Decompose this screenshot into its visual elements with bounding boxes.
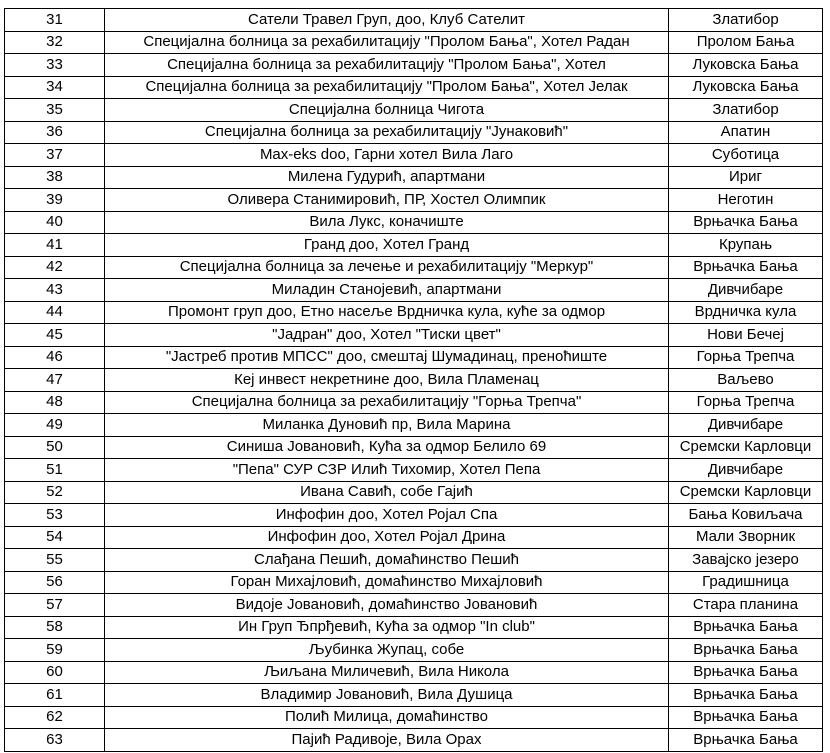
row-number-cell: 40 [5,211,105,234]
facility-name-cell: "Пепа" СУР СЗР Илић Тихомир, Хотел Пепа [105,459,669,482]
facility-name-cell: Гранд доо, Хотел Гранд [105,234,669,257]
row-number-cell: 57 [5,594,105,617]
table-row [5,211,823,234]
location-cell: Сремски Карловци [669,436,823,459]
table-row [5,256,823,279]
row-number-cell: 39 [5,189,105,212]
location-cell: Горња Трепча [669,346,823,369]
row-number-cell: 52 [5,481,105,504]
row-number-cell: 38 [5,166,105,189]
row-number-cell: 48 [5,391,105,414]
location-cell: Нови Бечеј [669,324,823,347]
location-cell: Крупањ [669,234,823,257]
facility-name-cell: Инфофин доо, Хотел Ројал Дрина [105,526,669,549]
table-row [5,391,823,414]
location-cell: Врњачка Бања [669,256,823,279]
table-row [5,729,823,752]
table-row [5,189,823,212]
row-number-cell: 50 [5,436,105,459]
facility-name-cell: Специјална болница за рехабилитацију "Јунаковић" [105,121,669,144]
location-cell: Градишница [669,571,823,594]
row-number-cell: 54 [5,526,105,549]
facility-name-cell: Инфофин доо, Хотел Ројал Спа [105,504,669,527]
location-cell: Врњачка Бања [669,639,823,662]
facility-name-cell: Специјална болница за рехабилитацију "Пролом Бања", Хотел Радан [105,31,669,54]
row-number-cell: 45 [5,324,105,347]
location-cell: Луковска Бања [669,54,823,77]
location-cell: Суботица [669,144,823,167]
table-row [5,504,823,527]
location-cell: Горња Трепча [669,391,823,414]
table-row [5,459,823,482]
facility-name-cell: "Јастреб против МПСС" доо, смештај Шумадинац, преноћиште [105,346,669,369]
row-number-cell: 41 [5,234,105,257]
table-row [5,301,823,324]
location-cell: Врњачка Бања [669,616,823,639]
table-row [5,76,823,99]
facility-name-cell: Миладин Станојевић, апартмани [105,279,669,302]
table-row [5,31,823,54]
facility-name-cell: Промонт груп доо, Етно насеље Врдничка кула, куће за одмор [105,301,669,324]
table-row [5,166,823,189]
location-cell: Ваљево [669,369,823,392]
facility-name-cell: Милена Гудурић, апартмани [105,166,669,189]
location-cell: Дивчибаре [669,279,823,302]
location-cell: Златибор [669,99,823,122]
facility-name-cell: Ивана Савић, собе Гајић [105,481,669,504]
row-number-cell: 63 [5,729,105,752]
row-number-cell: 60 [5,661,105,684]
location-cell: Ириг [669,166,823,189]
facility-name-cell: Вила Лукс, коначиште [105,211,669,234]
table-row [5,684,823,707]
location-cell: Дивчибаре [669,414,823,437]
row-number-cell: 44 [5,301,105,324]
table-row [5,324,823,347]
row-number-cell: 58 [5,616,105,639]
table-row [5,9,823,32]
table-row [5,661,823,684]
row-number-cell: 33 [5,54,105,77]
accommodation-table [4,8,823,752]
row-number-cell: 31 [5,9,105,32]
table-body [5,9,823,752]
facility-name-cell: Слађана Пешић, домаћинство Пешић [105,549,669,572]
row-number-cell: 35 [5,99,105,122]
facility-name-cell: Специјална болница Чигота [105,99,669,122]
location-cell: Врдничка кула [669,301,823,324]
facility-name-cell: Специјална болница за лечење и рехабилитацију "Меркур" [105,256,669,279]
location-cell: Мали Зворник [669,526,823,549]
table-row [5,234,823,257]
facility-name-cell: Специјална болница за рехабилитацију "Пролом Бања", Хотел Јелак [105,76,669,99]
row-number-cell: 56 [5,571,105,594]
location-cell: Бања Ковиљача [669,504,823,527]
table-row [5,346,823,369]
row-number-cell: 55 [5,549,105,572]
table-row [5,594,823,617]
facility-name-cell: Владимир Јовановић, Вила Душица [105,684,669,707]
facility-name-cell: Max-eks doo, Гарни хотел Вила Лаго [105,144,669,167]
row-number-cell: 34 [5,76,105,99]
table-row [5,571,823,594]
facility-name-cell: Специјална болница за рехабилитацију "Пролом Бања", Хотел [105,54,669,77]
location-cell: Неготин [669,189,823,212]
table-row [5,436,823,459]
table-row [5,414,823,437]
table-row [5,369,823,392]
row-number-cell: 51 [5,459,105,482]
location-cell: Сремски Карловци [669,481,823,504]
row-number-cell: 42 [5,256,105,279]
row-number-cell: 32 [5,31,105,54]
row-number-cell: 62 [5,706,105,729]
row-number-cell: 46 [5,346,105,369]
table-row [5,121,823,144]
location-cell: Златибор [669,9,823,32]
table-row [5,616,823,639]
facility-name-cell: Пајић Радивоје, Вила Орах [105,729,669,752]
facility-name-cell: Сатели Травел Груп, доо, Клуб Сателит [105,9,669,32]
location-cell: Апатин [669,121,823,144]
row-number-cell: 49 [5,414,105,437]
row-number-cell: 43 [5,279,105,302]
facility-name-cell: "Јадран" доо, Хотел "Тиски цвет" [105,324,669,347]
facility-name-cell: Љубинка Жупац, собе [105,639,669,662]
row-number-cell: 61 [5,684,105,707]
location-cell: Врњачка Бања [669,729,823,752]
table-row [5,279,823,302]
facility-name-cell: Видоје Јовановић, домаћинство Јовановић [105,594,669,617]
facility-name-cell: Специјална болница за рехабилитацију "Горња Трепча" [105,391,669,414]
table-row [5,706,823,729]
row-number-cell: 36 [5,121,105,144]
table-row [5,54,823,77]
row-number-cell: 59 [5,639,105,662]
table-row [5,144,823,167]
row-number-cell: 47 [5,369,105,392]
facility-name-cell: Полић Милица, домаћинство [105,706,669,729]
table-row [5,481,823,504]
facility-name-cell: Миланка Дуновић пр, Вила Марина [105,414,669,437]
table-row [5,526,823,549]
table-row [5,639,823,662]
location-cell: Дивчибаре [669,459,823,482]
facility-name-cell: Оливера Станимировић, ПР, Хостел Олимпик [105,189,669,212]
location-cell: Врњачка Бања [669,706,823,729]
facility-name-cell: Кеј инвест некретнине доо, Вила Пламенац [105,369,669,392]
facility-name-cell: Синиша Јовановић, Кућа за одмор Белило 69 [105,436,669,459]
location-cell: Врњачка Бања [669,684,823,707]
location-cell: Стара планина [669,594,823,617]
row-number-cell: 53 [5,504,105,527]
location-cell: Врњачка Бања [669,211,823,234]
facility-name-cell: Горан Михајловић, домаћинство Михајловић [105,571,669,594]
table-row [5,99,823,122]
location-cell: Завајско језеро [669,549,823,572]
location-cell: Врњачка Бања [669,661,823,684]
facility-name-cell: Ин Груп Ђпрђевић, Кућа за одмор "In club" [105,616,669,639]
location-cell: Пролом Бања [669,31,823,54]
row-number-cell: 37 [5,144,105,167]
facility-name-cell: Љиљана Миличевић, Вила Никола [105,661,669,684]
location-cell: Луковска Бања [669,76,823,99]
table-row [5,549,823,572]
